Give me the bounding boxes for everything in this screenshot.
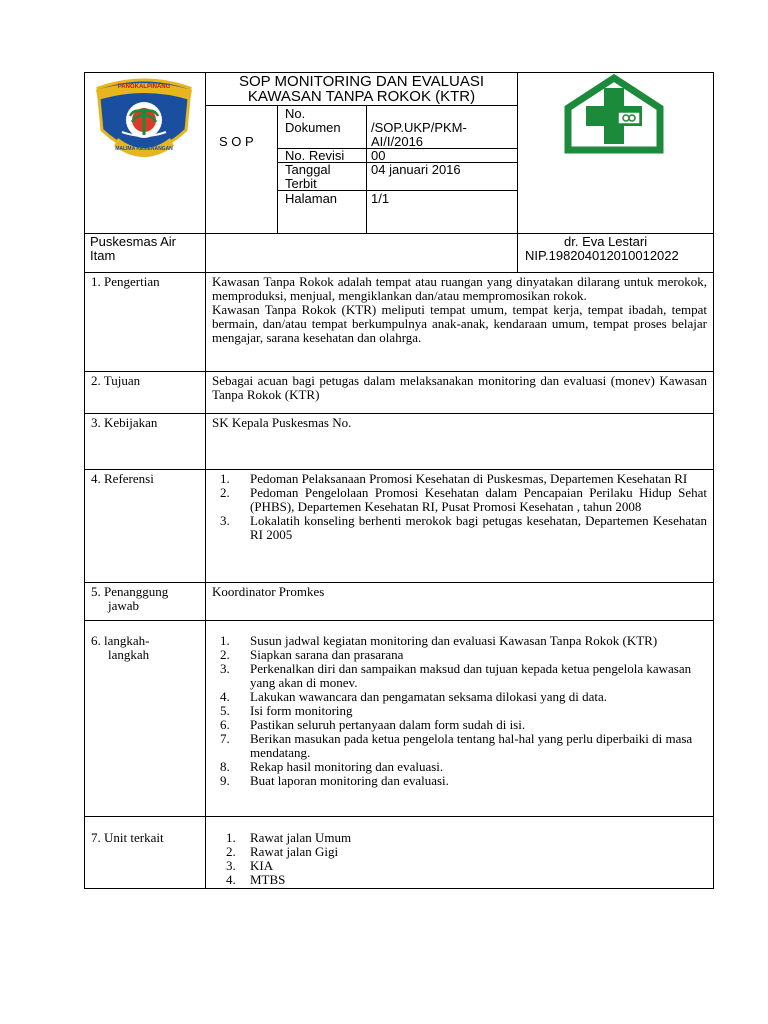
section-label-kebijakan: 3. Kebijakan (91, 415, 158, 430)
list-item: 1. Susun jadwal kegiatan monitoring dan evaluasi Kawasan Tanpa Rokok (KTR) (220, 633, 658, 648)
signer-name: dr. Eva Lestari (564, 234, 648, 249)
unit-list (226, 831, 526, 887)
steps-list (220, 634, 707, 788)
section-content-pengertian (212, 275, 707, 345)
list-item: 9. Buat laporan monitoring dan evaluasi. (220, 773, 449, 788)
puskesmas-name: Puskesmas Air Itam (90, 234, 176, 263)
list-item: 7. Berikan masukan pada ketua pengelola tentang hal-hal yang perlu diperbaiki di masa mendatang. (220, 731, 693, 760)
section-label-penanggung-jawab: 5. Penanggung jawab (91, 584, 169, 613)
list-item: 2. Siapkan sarana dan prasarana (220, 647, 404, 662)
list-item: 8. Rekap hasil monitoring dan evaluasi. (220, 759, 444, 774)
reference-list (220, 472, 707, 542)
section-label-langkah: 6. langkah- langkah (91, 633, 150, 662)
list-item: 2. Rawat jalan Gigi (226, 844, 339, 859)
list-item: 3. Lokalatih konseling berhenti merokok bagi petugas kesehatan, Departemen Kesehatan RI 2005 (220, 513, 707, 542)
issue-date-value: 04 januari 2016 (371, 162, 461, 177)
document-title (206, 74, 517, 104)
doc-number-label: No. Dokumen (285, 106, 341, 135)
sop-label: S O P (219, 134, 254, 149)
page-label: Halaman (285, 191, 338, 206)
section-label-pengertian: 1. Pengertian (91, 274, 160, 289)
list-item: 1. Pedoman Pelaksanaan Promosi Kesehatan di Puskesmas, Departemen Kesehatan RI (220, 471, 688, 486)
section-label-unit-terkait: 7. Unit terkait (91, 830, 164, 845)
crest-top-text: PANGKALPINANG (117, 84, 171, 90)
list-item: 3. KIA (226, 858, 274, 873)
section-label-tujuan: 2. Tujuan (91, 373, 141, 388)
signer-nip: NIP.198204012010012022 (525, 248, 679, 263)
section-content-kebijakan: SK Kepala Puskesmas No. (212, 415, 352, 430)
title-line-1: SOP MONITORING DAN EVALUASI (238, 73, 485, 90)
paragraph: Kawasan Tanpa Rokok (KTR) meliputi tempat umum, tempat kerja, tempat ibadah, tempat bermain, dan/atau tempat berkumpulnya anak-anak, kendaraan umum, tempat proses belajar mengajar, sarana kesehatan dan olahrga. (212, 302, 707, 345)
doc-number-value: /SOP.UKP/PKM-AI/I/2016 (371, 120, 467, 149)
paragraph: Kawasan Tanpa Rokok adalah tempat atau ruangan yang dinyatakan dilarang untuk merokok, memproduksi, menjual, mengiklankan dan/atau mempromosikan rokok. (212, 274, 707, 303)
list-item: 1. Rawat jalan Umum (226, 830, 352, 845)
section-label-referensi: 4. Referensi (91, 471, 154, 486)
list-item: 4. MTBS (226, 872, 286, 887)
list-item: 3. Perkenalkan diri dan sampaikan maksud dan tujuan kepada ketua pengelola kawasan yang akan di monev. (220, 661, 692, 690)
puskesmas-logo (564, 72, 664, 156)
page-value: 1/1 (371, 191, 390, 206)
title-line-2: KAWASAN TANPA ROKOK (KTR) (247, 88, 476, 105)
section-content-tujuan: Sebagai acuan bagi petugas dalam melaksanakan monitoring dan evaluasi (monev) Kawasan Tanpa Rokok (KTR) (212, 373, 707, 402)
list-item: 4. Lakukan wawancara dan pengamatan seksama dilokasi yang di data. (220, 689, 607, 704)
crest-bottom-text: MALIMA KEMENANGAN (115, 146, 173, 152)
list-item: 5. Isi form monitoring (220, 703, 353, 718)
list-item: 6. Pastikan seluruh pertanyaan dalam form sudah di isi. (220, 717, 526, 732)
revision-value: 00 (371, 148, 386, 163)
list-item: 2. Pedoman Pengelolaan Promosi Kesehatan dalam Pencapaian Perilaku Hidup Sehat (PHBS), Departemen Kesehatan RI, Pusat Promosi Kesehatan , tahun 2008 (220, 485, 707, 514)
revision-label: No. Revisi (285, 148, 345, 163)
issue-date-label: Tanggal Terbit (285, 162, 331, 191)
section-content-penanggung-jawab: Koordinator Promkes (212, 584, 325, 599)
